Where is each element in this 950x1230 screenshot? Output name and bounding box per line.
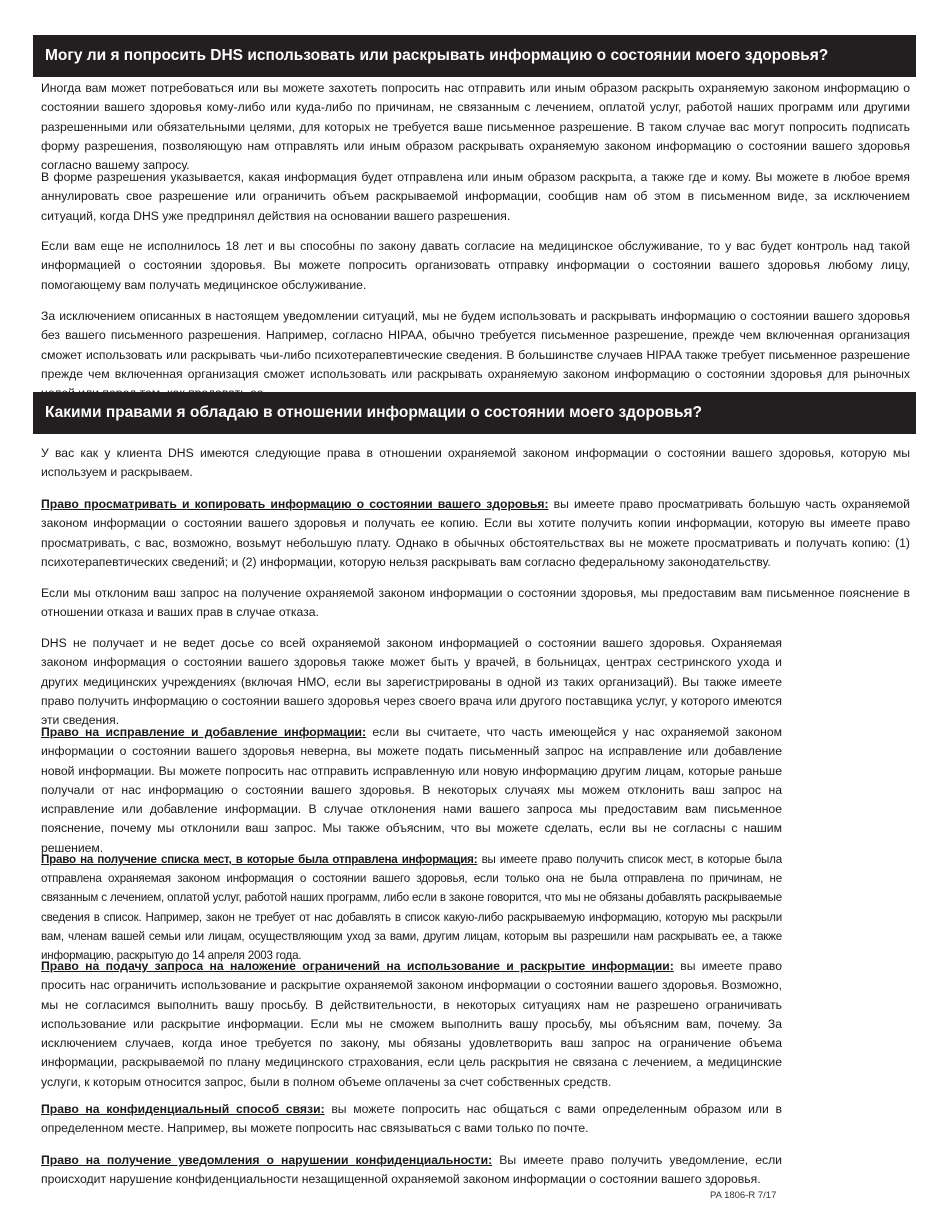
paragraph-denial: Если мы отклоним ваш запрос на получение охраняемой законом информации о состоянии здоровья, мы предоставим вам письменное пояснение в отношении отказа и ваших прав в случае отказа. (41, 586, 910, 620)
section-heading-text: Какими правами я обладаю в отношении информации о состоянии моего здоровья? (45, 404, 702, 421)
right-amend-text: если вы считаете, что часть имеющейся у нас охраняемой законом информации о состоянии вашего здоровья неверна, вы можете подать письменный запрос на исправление или добавление новой информации. Вы можете попросить нас отправить исправленную или новую информацию другим лицам, которые раньше получали от нас информацию о состоянии вашего здоровья. В некоторых случаях мы можем отклонить ваш запрос на исправление или добавление информации. В случае отклонения нами вашего запроса мы предоставим вам письменное пояснение, почему мы отклонили ваш запрос. Мы также объясним, что вы можете сделать, если вы не согласны с нашим решением. (41, 725, 782, 855)
right-breach-term: Право на получение уведомления о нарушении конфиденциальности: (41, 1153, 493, 1167)
right-list-term: Право на получение списка мест, в которые была отправлена информация: (41, 853, 478, 866)
paragraph-authorization-form: В форме разрешения указывается, какая информация будет отправлена или иным образом раскрыта, а также где и кому. Вы можете в любое время аннулировать свое разрешение или ограничить объем раскрываемой информации, сообщив нам об этом в письменном виде, за исключением ситуаций, когда DHS уже предпринял действия на основании вашего разрешения. (41, 170, 910, 223)
section-heading (33, 35, 916, 77)
paragraph-right-restrict (41, 957, 782, 1092)
paragraph-right-list (41, 850, 782, 965)
paragraph-written-authorization: За исключением описанных в настоящем уведомлении ситуаций, мы не будем использовать и раскрывать информацию о состоянии вашего здоровья без вашего письменного разрешения. Например, согласно HIPAA, обычно требуется письменное разрешение, прежде чем включенная организация сможет использовать или раскрывать чьи-либо психотерапевтические сведения. В большинстве случаев HIPAA также требует письменное разрешение прежде чем включенная организация сможет использовать или раскрывать охраняемую законом информацию о состоянии здоровья для рыночных (41, 309, 910, 381)
paragraph-right-breach (41, 1151, 782, 1190)
right-restrict-text: вы имеете право просить нас ограничить использование и раскрытие охраняемой законом информации о состоянии вашего здоровья. Возможно, мы не согласимся выполнить вашу просьбу. В действительности, в некоторых ситуациях нам не разрешено ограничивать использование или раскрытие информации. Если мы не сможем выполнить вашу просьбу, мы объясним вам, почему. За исключением случаев, когда иное требуется по закону, мы обязаны удовлетворить ваш запрос на ограничение объема информации, раскрываемой по плану медицинского страхования, если цель раскрытия не связана с лечением, а медицинские услуги, к которым относится запрос, были в полном объеме оплачены за счет собственных средств. (41, 959, 782, 1089)
right-amend-term: Право на исправление и добавление информации: (41, 725, 367, 739)
right-confidential-term: Право на конфиденциальный способ связи: (41, 1102, 325, 1116)
paragraph-minors: Если вам еще не исполнилось 18 лет и вы способны по закону давать согласие на медицинское обслуживание, то у вас будет контроль над такой информацией о состоянии здоровья. Вы можете попросить организовать отправку информации о состоянии вашего здоровья любому лицу, помогающему вам получать медицинское обслуживание. (41, 239, 910, 292)
paragraph-right-amend (41, 723, 782, 858)
right-access-text: вы имеете право просматривать большую часть охраняемой законом информации о состоянии вашего здоровья и получать ее копию. Если вы хотите получить копии информации, которую вы имеете право просматривать, с вас, возможно, возьмут небольшую плату. Однако в обычных обстоятельствах вы не можете просматривать и получать копию: (1) психотерапевтических сведений; и (2) информации, которую нельзя раскрывать вам согласно федеральному законодательству. (41, 497, 910, 569)
paragraph-authorization-request: Иногда вам может потребоваться или вы можете захотеть попросить нас отправить или иным образом раскрыть охраняемую законом информацию о состоянии вашего здоровья кому-либо или куда-либо по причинам, не связанным с лечением, оплатой услуг, работой наших программ или другими разрешенными или обязательными целями, для которых не требуется ваше письменное разрешение. В таком случае вас могут попросить подписать форму разрешения, позволяющую нам отправлять или иным образом раскрывать охраняемую законом информацию о состоянии вашего здоровья согласно вашему запросу. (41, 81, 910, 173)
paragraph-rights-intro: У вас как у клиента DHS имеются следующие права в отношении охраняемой законом информации о состоянии вашего здоровья, которую мы используем и раскрываем. (41, 446, 910, 480)
right-confidential-text: вы можете попросить нас общаться с вами определенным образом или в определенном месте. Например, вы можете попросить нас связываться с вами только по почте. (41, 1102, 782, 1136)
paragraph-right-access (41, 495, 910, 572)
paragraph-right-confidential (41, 1100, 782, 1139)
right-list-text: вы имеете право получить список мест, в которые была отправлена охраняемая законом информация о состоянии вашего здоровья, если только она не была отправлена по причинам, не связанным с лечением, оплатой услуг, работой наших программ, либо если в законе говорится, что мы не обязаны добавлять раскрываемые сведения в список. Например, закон не требует от нас добавлять в список какую-либо раскрываемую информацию, которую мы раскрыли вам, членам вашей семьи или лицам, осуществляющим уход за вами, другим лицам, которым вы разрешили нам раскрывать ее, а также информацию, раскрытую до 14 апреля 2003 года. (41, 853, 782, 963)
right-breach-text: Вы имеете право получить уведомление, если происходит нарушение конфиденциальности незащищенной охраняемой законом информации о состоянии вашего здоровья. (41, 1153, 782, 1187)
right-restrict-term: Право на подачу запроса на наложение ограничений на использование и раскрытие информации: (41, 959, 674, 973)
paragraph-records: DHS не получает и не ведет досье со всей охраняемой законом информацией о состоянии вашего здоровья. Охраняемая законом информация о состоянии вашего здоровья также может быть у врачей, в больницах, центрах сестринского ухода и других медицинских учреждениях (включая HMO, если вы зарегистрированы в одной из таких организаций). Вы также имеете право получить информацию о состоянии вашего здоровья через своего врача или другого поставщика услуг, у которого имеются эти сведения. (41, 636, 782, 728)
form-number: PA 1806-R 7/17 (710, 1190, 777, 1201)
section-heading (33, 392, 916, 434)
right-access-term: Право просматривать и копировать информацию о состоянии вашего здоровья: (41, 497, 549, 511)
section-heading-text: Могу ли я попросить DHS использовать или раскрывать информацию о состоянии моего здоровья? (45, 47, 829, 64)
